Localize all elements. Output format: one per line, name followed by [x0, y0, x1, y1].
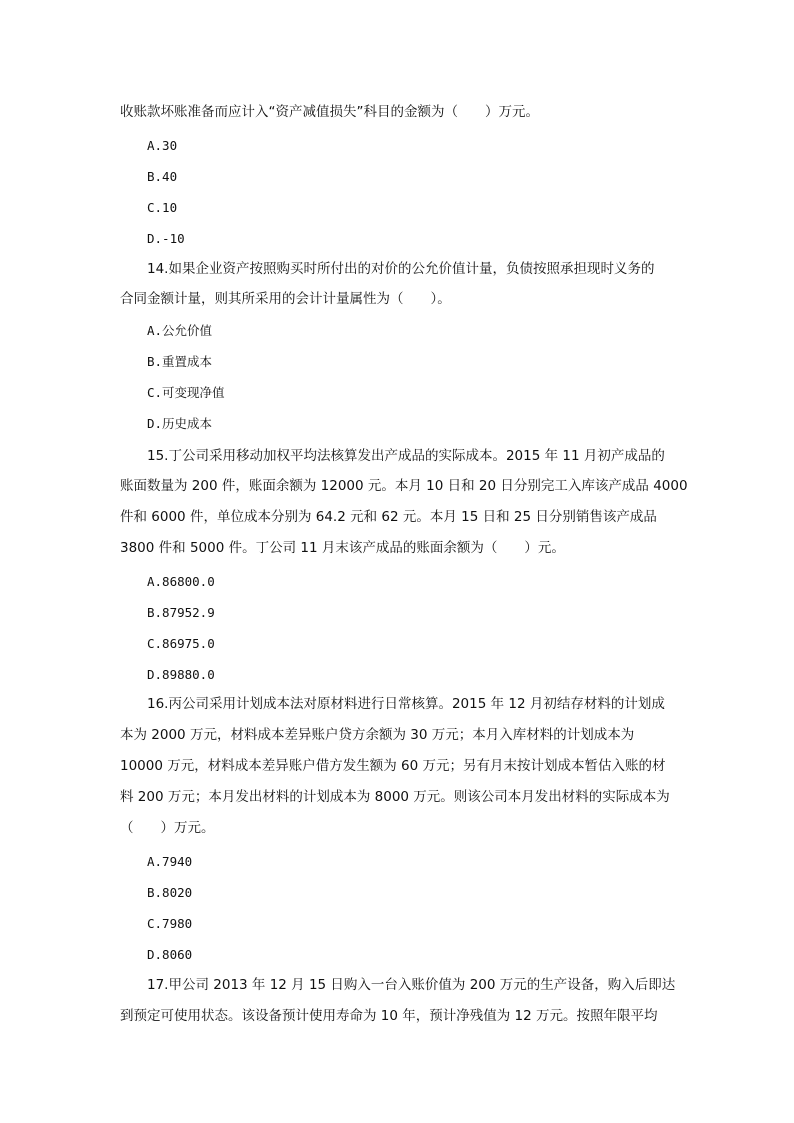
question-13-tail-text: 收账款坏账准备而应计入“资产减值损失”科目的金额为（ ）万元。 — [120, 104, 539, 120]
q13-option-d: D.-10 — [147, 231, 185, 246]
q14-option-c: C.可变现净值 — [147, 385, 225, 400]
q13-option-b: B.40 — [147, 169, 178, 184]
question-16-line-1: 16.丙公司采用计划成本法对原材料进行日常核算。2015 年 12 月初结存材料的计划成 — [147, 696, 665, 712]
question-15-line-4: 3800 件和 5000 件。丁公司 11 月末该产成品的账面余额为（ ）元。 — [120, 540, 565, 556]
q15-option-d: D.89880.0 — [147, 667, 215, 682]
question-15-line-2: 账面数量为 200 件，账面余额为 12000 元。本月 10 日和 20 日分别完工入库该产成品 4000 — [120, 478, 688, 494]
q14-option-a: A.公允价值 — [147, 323, 213, 338]
question-17-line-2: 到预定可使用状态。该设备预计使用寿命为 10 年，预计净残值为 12 万元。按照年限平均 — [120, 1008, 658, 1024]
q16-option-b: B.8020 — [147, 885, 193, 900]
question-16-line-5: （ ）万元。 — [120, 820, 215, 836]
question-16-line-4: 料 200 万元；本月发出材料的计划成本为 8000 万元。则该公司本月发出材料的实际成本为 — [120, 789, 670, 805]
question-14-line-1: 14.如果企业资产按照购买时所付出的对价的公允价值计量，负债按照承担现时义务的 — [147, 261, 655, 277]
q16-option-a: A.7940 — [147, 854, 193, 869]
q13-option-a: A.30 — [147, 138, 178, 153]
q16-option-c: C.7980 — [147, 916, 193, 931]
question-14-line-2: 合同金额计量，则其所采用的会计计量属性为（ ）。 — [120, 291, 451, 307]
question-15-line-3: 件和 6000 件，单位成本分别为 64.2 元和 62 元。本月 15 日和 25 日分别销售该产成品 — [120, 509, 657, 525]
q13-option-c: C.10 — [147, 200, 178, 215]
question-16-line-2: 本为 2000 万元，材料成本差异账户贷方余额为 30 万元；本月入库材料的计划成本为 — [120, 727, 635, 743]
q15-option-c: C.86975.0 — [147, 636, 215, 651]
q14-option-b: B.重置成本 — [147, 354, 213, 369]
q15-option-a: A.86800.0 — [147, 574, 215, 589]
question-16-line-3: 10000 万元，材料成本差异账户借方发生额为 60 万元；另有月末按计划成本暂估入账的材 — [120, 758, 666, 774]
q15-option-b: B.87952.9 — [147, 605, 215, 620]
question-15-line-1: 15.丁公司采用移动加权平均法核算发出产成品的实际成本。2015 年 11 月初产成品的 — [147, 448, 665, 464]
question-17-line-1: 17.甲公司 2013 年 12 月 15 日购入一台入账价值为 200 万元的生产设备，购入后即达 — [147, 977, 676, 993]
q16-option-d: D.8060 — [147, 947, 193, 962]
q14-option-d: D.历史成本 — [147, 416, 213, 431]
